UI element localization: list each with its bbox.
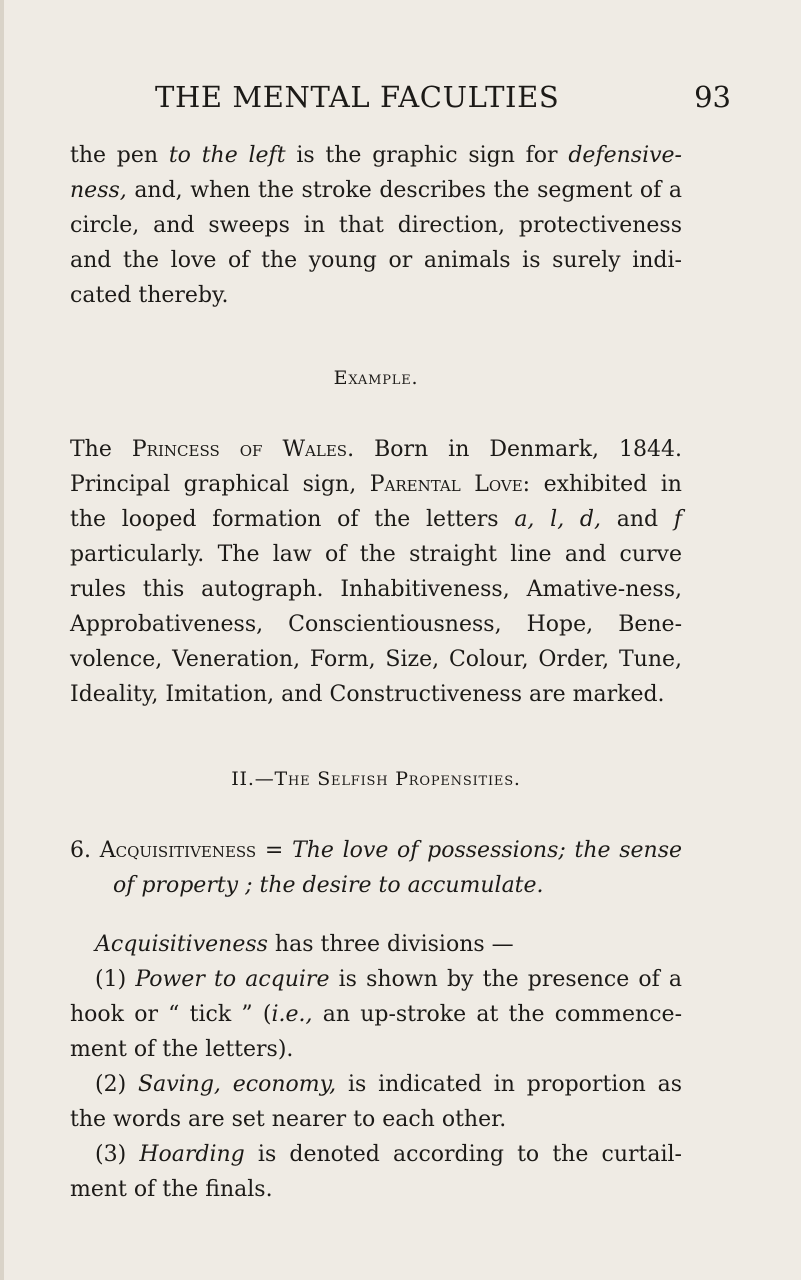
paragraph-divisions xyxy=(70,927,682,962)
text-run: Born in Denmark, 1844. Principal graphical sign, xyxy=(70,437,683,497)
page-header xyxy=(155,80,731,120)
division-3 xyxy=(70,1137,682,1207)
text-run: is denoted according to the curtail-ment of the finals. xyxy=(70,1142,682,1202)
small-caps-text: Princess of Wales. xyxy=(131,437,355,462)
division-number: (3) xyxy=(95,1142,140,1167)
text-run: : exhibited in the looped formation of the letters xyxy=(70,472,682,532)
paragraph-defensiveness xyxy=(70,138,682,313)
text-run: The xyxy=(70,437,132,462)
text-run: is the graphic sign for xyxy=(285,143,569,168)
italic-text: f xyxy=(673,507,682,532)
italic-text: Saving, economy, xyxy=(138,1072,337,1097)
italic-text: i.e., xyxy=(271,1002,313,1027)
page-number: 93 xyxy=(694,80,731,114)
small-caps-text: Parental Love xyxy=(369,472,523,497)
page-body xyxy=(70,138,682,1207)
item-acquisitiveness xyxy=(70,833,682,903)
small-caps-text: Acquisitiveness xyxy=(99,838,257,863)
italic-text: Power to acquire xyxy=(135,967,330,992)
example-heading: Example. xyxy=(333,367,419,389)
text-run: the pen xyxy=(70,143,169,168)
text-run: is shown by the presence of a hook or “ tick ” ( xyxy=(70,967,683,1027)
text-run: is indicated in proportion as the words are set nearer to each other. xyxy=(70,1072,682,1132)
text-run: an up-stroke at the commence-ment of the letters). xyxy=(70,1002,683,1062)
italic-text: The love of possessions; the sense of property ; the desire to accumulate. xyxy=(113,838,683,898)
page-edge xyxy=(0,0,4,1280)
italic-text: Hoarding xyxy=(139,1142,245,1167)
text-run: = xyxy=(256,838,293,863)
italic-text: Acquisitiveness xyxy=(95,932,268,957)
paragraph-example xyxy=(70,432,682,712)
item-number: 6. xyxy=(70,838,100,863)
running-head: THE MENTAL FACULTIES xyxy=(155,80,560,114)
italic-text: to the left xyxy=(168,143,286,168)
division-number: (1) xyxy=(95,967,136,992)
division-2 xyxy=(70,1067,682,1137)
division-number: (2) xyxy=(95,1072,139,1097)
text-run: and, when the stroke describes the segment of a circle, and sweeps in that direction, protectiveness and the love of the young or animals is surely indi-cated thereby. xyxy=(70,178,682,308)
text-run: particularly. The law of the straight line and curve rules this autograph. Inhabitiveness, Amative-ness, Approbativeness, Conscientiousness, Hope, Bene-volence, Veneration, Form, Size, Colour, Order, Tune, Ideality, Imitation, and Constructiveness are marked. xyxy=(70,542,682,707)
text-run: and xyxy=(601,507,674,532)
italic-text: defensive-ness, xyxy=(70,143,682,203)
division-1 xyxy=(70,962,682,1067)
italic-text: a, l, d, xyxy=(514,507,601,532)
section-heading: II.—The Selfish Propensities. xyxy=(231,768,521,790)
text-run: has three divisions — xyxy=(267,932,514,957)
